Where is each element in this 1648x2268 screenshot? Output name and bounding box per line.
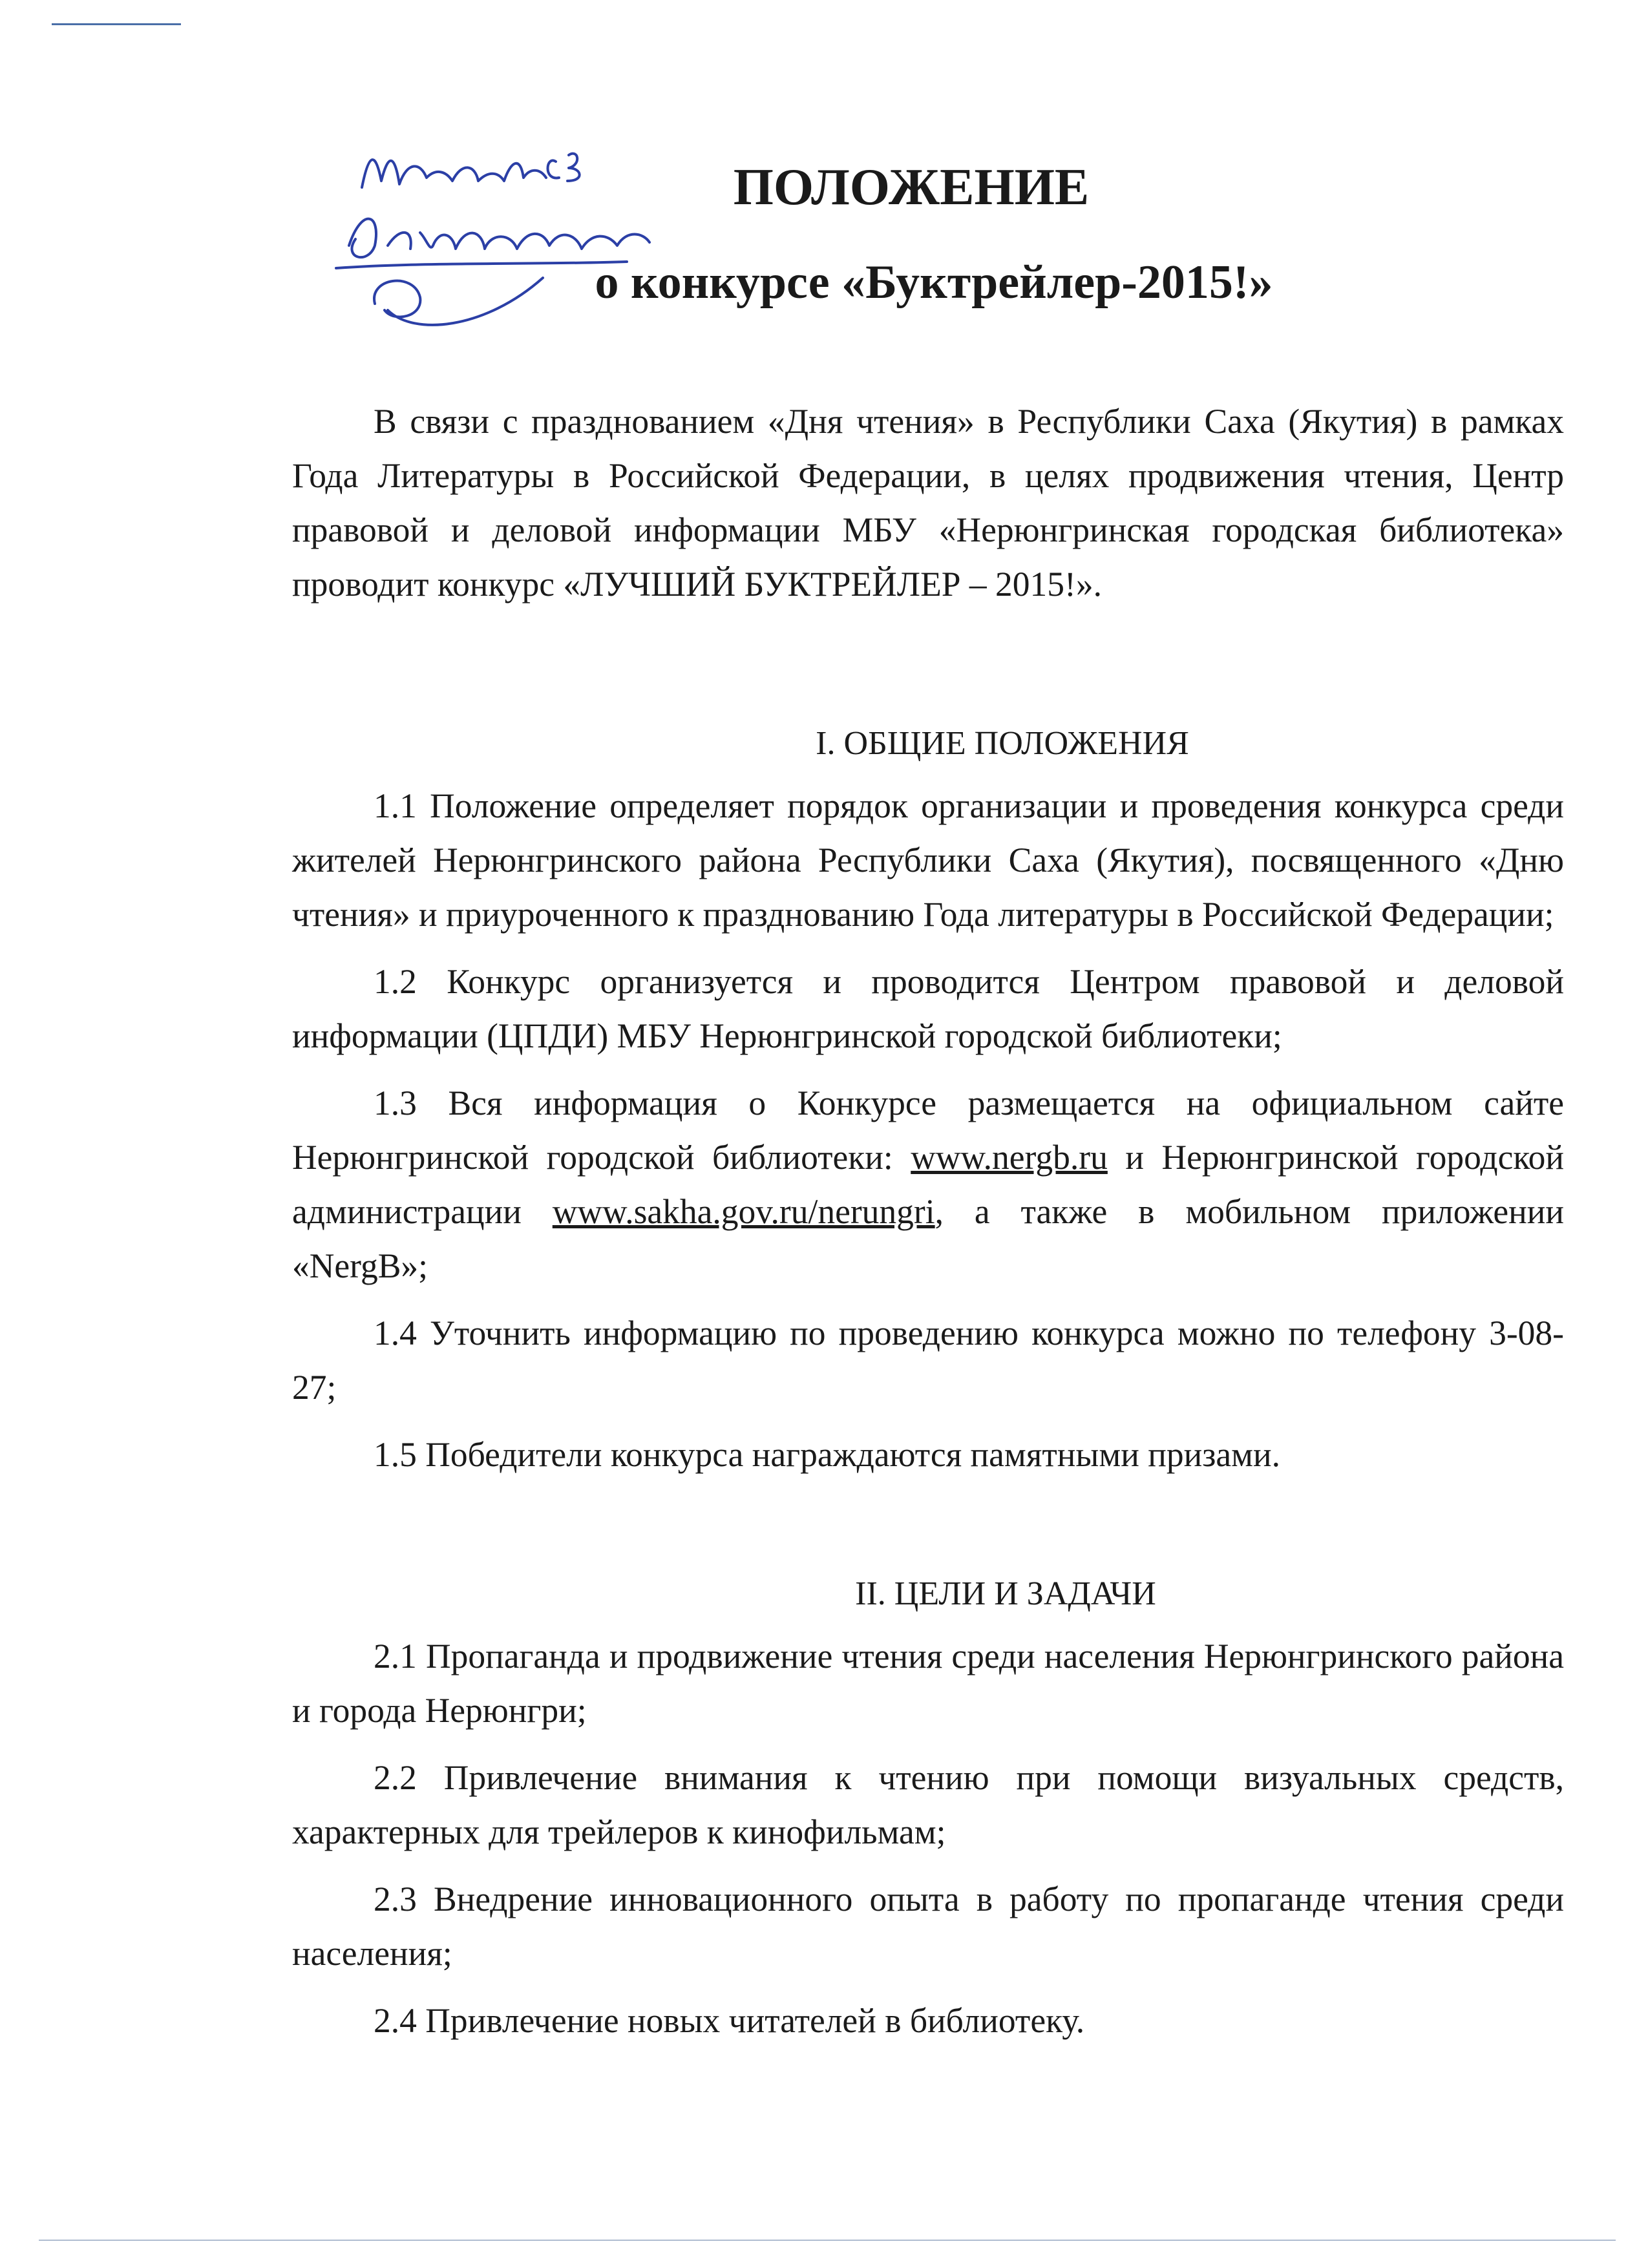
clause-2-2: 2.2 Привлечение внимания к чтению при помощи визуальных средств, характерных для трейлеров к кинофильмам;	[292, 1758, 1564, 1851]
intro-paragraph: В связи с празднованием «Дня чтения» в Республики Саха (Якутия) в рамках Года Литературы в Российской Федерации, в целях продвижения чтения, Центр правовой и деловой информации МБУ «Нерюнгринская городская библиотека» проводит конкурс «ЛУЧШИЙ БУКТРЕЙЛЕР – 2015!».	[292, 402, 1564, 604]
section-2-heading: II. ЦЕЛИ И ЗАДАЧИ	[855, 1575, 1156, 1612]
clause-1-3-text-b: и Нерюнгринской городской администрации	[292, 1138, 1564, 1231]
clause-1-5: 1.5 Победители конкурса награждаются памятными призами.	[374, 1435, 1280, 1474]
clause-2-1: 2.1 Пропаганда и продвижение чтения среди населения Нерюнгринского района и города Нерюнгри;	[292, 1637, 1564, 1730]
clause-1-2: 1.2 Конкурс организуется и проводится Центром правовой и деловой информации (ЦПДИ) МБУ Нерюнгринской городской библиотеки;	[292, 962, 1564, 1055]
clause-1-1: 1.1 Положение определяет порядок организации и проведения конкурса среди жителей Нерюнгринского района Республики Саха (Якутия), посвященного «Дню чтения» и приуроченного к празднованию Года литературы в Российской Федерации;	[292, 786, 1564, 934]
link-sakha-nerungri[interactable]: www.sakha.gov.ru/nerungri	[552, 1192, 935, 1231]
scan-mark-bottom	[39, 2240, 1616, 2241]
handwritten-note	[323, 116, 788, 362]
page-title: ПОЛОЖЕНИЕ	[733, 159, 1090, 216]
clause-1-4: 1.4 Уточнить информацию по проведению конкурса можно по телефону 3-08-27;	[292, 1314, 1564, 1407]
document-body	[292, 394, 1564, 2061]
link-nergb[interactable]: www.nergb.ru	[911, 1138, 1108, 1177]
scan-mark-top	[52, 23, 181, 25]
clause-2-4: 2.4 Привлечение новых читателей в библиотеку.	[374, 2001, 1085, 2040]
clause-1-3-text-a: 1.3 Вся информация о Конкурсе размещается на официальном сайте Нерюнгринской городской библиотеки:	[292, 1084, 1564, 1177]
page-subtitle: о конкурсе «Буктрейлер-2015!»	[595, 256, 1273, 309]
clause-2-3: 2.3 Внедрение инновационного опыта в работу по пропаганде чтения среди населения;	[292, 1880, 1564, 1973]
clause-1-3	[292, 1076, 1564, 1293]
clause-1-3-text-c: , а также в мобильном приложении «NergB»;	[292, 1192, 1565, 1285]
section-1-heading: I. ОБЩИЕ ПОЛОЖЕНИЯ	[816, 725, 1189, 762]
